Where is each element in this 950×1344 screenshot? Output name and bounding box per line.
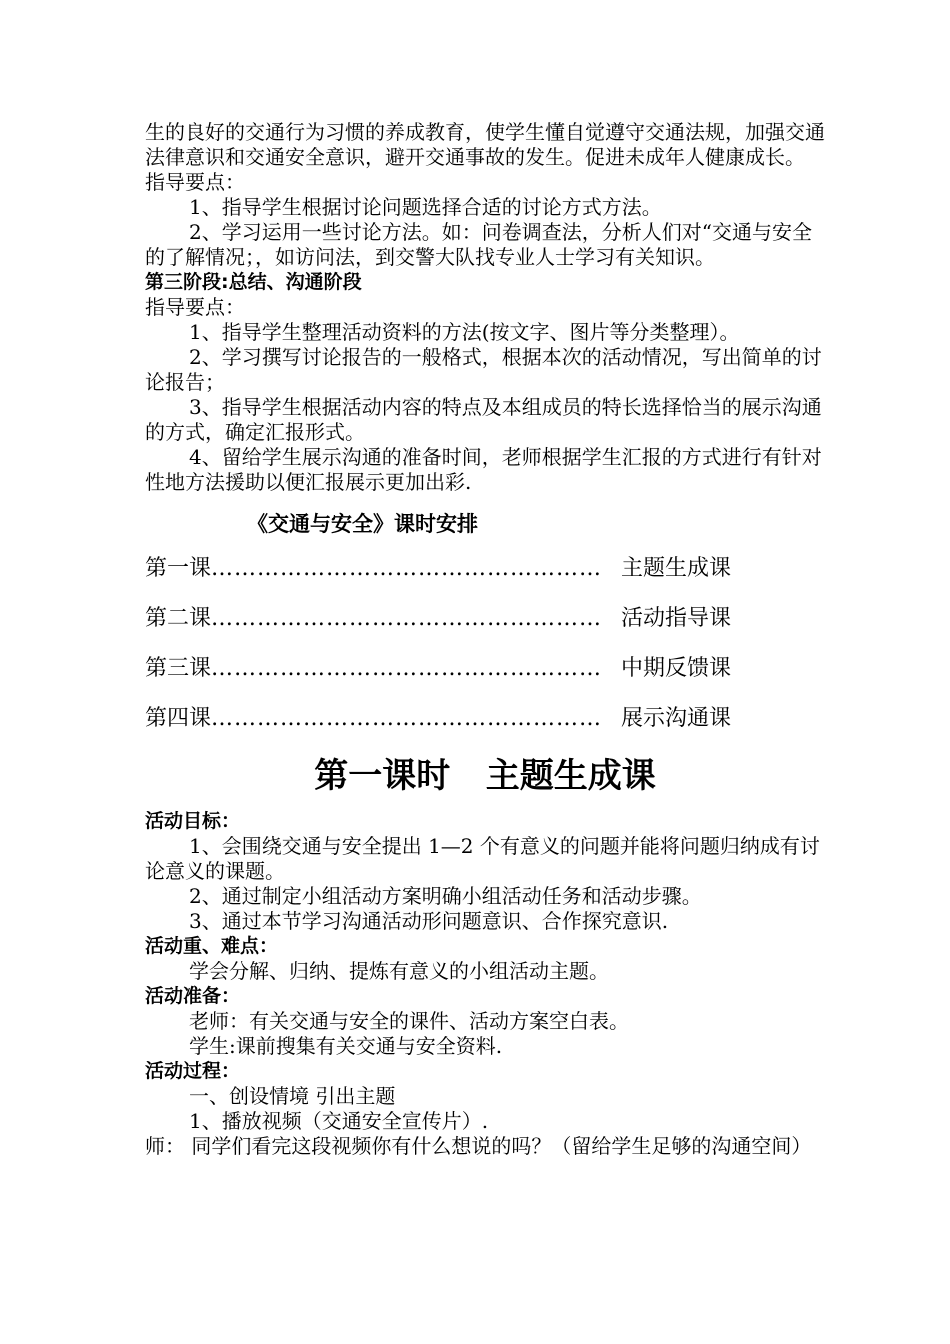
stage3-item: 3、指导学生根据活动内容的特点及本组成员的特长选择恰当的展示沟通的方式，确定汇报形式。	[145, 395, 822, 444]
stage3-heading: 第三阶段:总结、沟通阶段	[145, 271, 362, 293]
intro-paragraph: 生的良好的交通行为习惯的养成教育，使学生懂自觉遵守交通法规，加强交通法律意识和交通安全意识，避开交通事故的发生。促进未成年人健康成长。	[145, 120, 825, 169]
schedule-row	[145, 699, 825, 749]
key-points-label: 活动重、难点：	[145, 935, 279, 957]
schedule-row-leader: ……………………………………………	[211, 706, 603, 731]
schedule-row	[145, 649, 825, 699]
schedule-row	[145, 549, 825, 599]
schedule-row-leader: ……………………………………………	[211, 556, 603, 581]
key-points-text: 学会分解、归纳、提炼有意义的小组活动主题。	[189, 959, 609, 983]
goal-item: 3、通过本节学习沟通活动形问题意识、合作探究意识.	[189, 909, 669, 933]
process-label: 活动过程：	[145, 1060, 241, 1082]
goal-item: 1、会围绕交通与安全提出 1—2 个有意义的问题并能将问题归纳成有讨论意义的课题。	[145, 834, 820, 883]
process-substep: 1、播放视频（交通安全宣传片）.	[189, 1109, 489, 1133]
schedule-row-label: 第四课	[145, 706, 212, 731]
stage3-item: 1、指导学生整理活动资料的方法(按文字、图片等分类整理）。	[189, 320, 740, 344]
schedule-row-value: 中期反馈课	[621, 656, 732, 681]
stage3-guide-label: 指导要点：	[145, 295, 245, 319]
preparation-student: 学生:课前搜集有关交通与安全资料.	[189, 1034, 503, 1058]
schedule-row-leader: ……………………………………………	[211, 606, 603, 631]
schedule-row	[145, 599, 825, 649]
document-body	[145, 120, 825, 1159]
schedule-row-value: 活动指导课	[621, 606, 732, 631]
schedule-row-label: 第一课	[145, 556, 212, 581]
goals-label: 活动目标：	[145, 810, 241, 832]
schedule-title: 《交通与安全》课时安排	[247, 512, 478, 536]
schedule-row-value: 主题生成课	[621, 556, 732, 581]
process-step: 一、创设情境 引出主题	[189, 1084, 396, 1108]
preparation-label: 活动准备：	[145, 985, 241, 1007]
schedule-list	[145, 549, 825, 749]
preparation-teacher: 老师：有关交通与安全的课件、活动方案空白表。	[189, 1009, 629, 1033]
teacher-line: 师： 同学们看完这段视频你有什么想说的吗？（留给学生足够的沟通空间）	[145, 1134, 812, 1158]
lesson-title: 第一课时 主题生成课	[314, 756, 656, 796]
schedule-row-label: 第二课	[145, 606, 212, 631]
stage3-item: 4、留给学生展示沟通的准备时间，老师根据学生汇报的方式进行有针对性地方法援助以便汇报展示更加出彩.	[145, 445, 822, 494]
goal-item: 2、通过制定小组活动方案明确小组活动任务和活动步骤。	[189, 884, 702, 908]
schedule-row-leader: ……………………………………………	[211, 656, 603, 681]
schedule-row-label: 第三课	[145, 656, 212, 681]
guide-item: 1、指导学生根据讨论问题选择合适的讨论方式方法。	[189, 195, 662, 219]
stage3-item: 2、学习撰写讨论报告的一般格式，根据本次的活动情况，写出简单的讨论报告；	[145, 345, 822, 394]
guide-label: 指导要点：	[145, 170, 245, 194]
schedule-row-value: 展示沟通课	[621, 706, 732, 731]
guide-item: 2、学习运用一些讨论方法。如：问卷调查法，分析人们对“交通与安全的了解情况；，如访问法，到交警大队找专业人士学习有关知识。	[145, 220, 812, 269]
